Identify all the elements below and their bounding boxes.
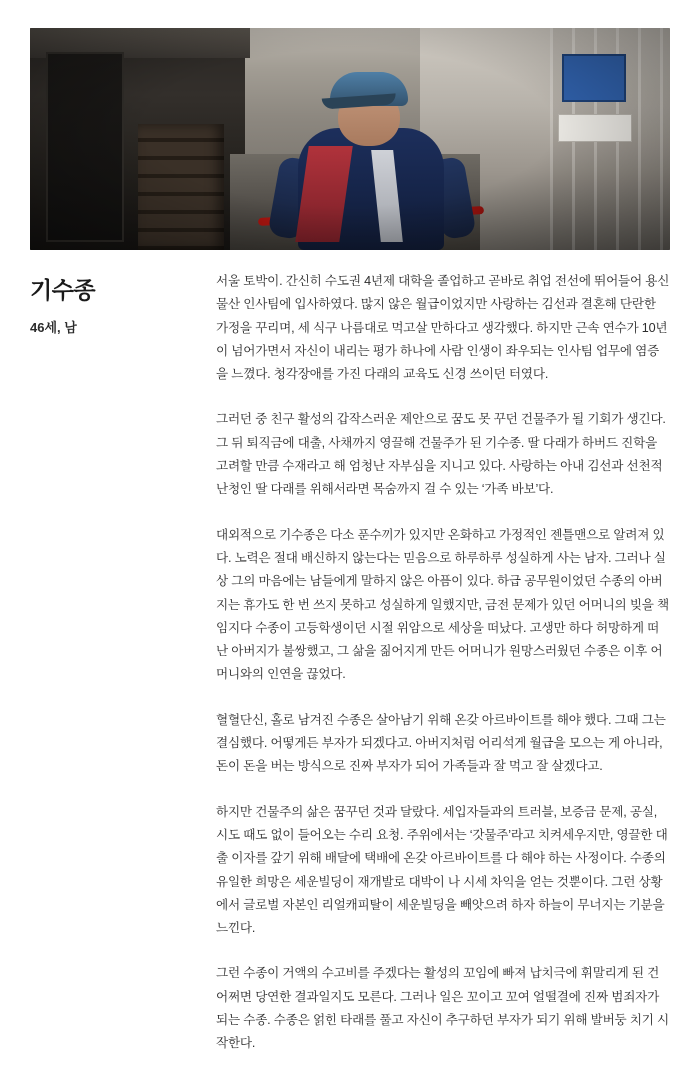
character-meta: 46세, 남: [30, 320, 77, 335]
description-paragraph: 그런 수종이 거액의 수고비를 주겠다는 활성의 꼬임에 빠져 납치극에 휘말리게 된 건 어쩌면 당연한 결과일지도 모른다. 그러나 일은 꼬이고 꼬여 얼떨결에 진짜 범죄자가 되는 수종. 수종은 얽힌 타래를 풀고 자신이 추구하던 부자가 되기 위해 발버둥 치기 시작한다.: [216, 966, 670, 1051]
photo-vignette: [30, 28, 670, 250]
profile-content: [30, 268, 670, 1056]
description-paragraph: 대외적으로 기수종은 다소 푼수끼가 있지만 온화하고 가정적인 젠틀맨으로 알려져 있다. 노력은 절대 배신하지 않는다는 믿음으로 하루하루 성실하게 사는 남자. 그러나 실상 그의 마음에는 남들에게 말하지 않은 아픔이 있다. 하급 공무원이었던 수종의 아버지는 휴가도 한 번 쓰지 못하고 성실하게 일했지만, 금전 문제가 있던 어머니의 빚을 책임지다 수종이 고등학생이던 시절 위암으로 세상을 떠났다. 고생만 하다 허망하게 떠난 아버지가 불쌍했고, 그 삶을 짊어지게 만든 어머니가 원망스러웠던 수종은 이후 어머니와의 인연을 끊었다.: [216, 527, 670, 682]
description-paragraph: 서울 토박이. 간신히 수도권 4년제 대학을 졸업하고 곧바로 취업 전선에 뛰어들어 용신물산 인사팀에 입사하였다. 많지 않은 월급이었지만 사랑하는 김선과 결혼해 단란한 가정을 꾸리며, 세 식구 나름대로 먹고살 만하다고 생각했다. 하지만 근속 연수가 10년이 넘어가면서 자신이 내리는 평가 하나에 사람 인생이 좌우되는 인사팀 업무에 염증을 느꼈다. 청각장애를 가진 다래의 교육도 신경 쓰이던 터였다.: [216, 274, 670, 382]
description-paragraph: 그러던 중 친구 활성의 갑작스러운 제안으로 꿈도 못 꾸던 건물주가 될 기회가 생긴다. 그 뒤 퇴직금에 대출, 사채까지 영끌해 건물주가 된 기수종. 딸 다래가 하버드 진학을 고려할 만큼 수재라고 해 엄청난 자부심을 지니고 있다. 사랑하는 아내 김선과 선천적 난청인 딸 다래를 위해서라면 목숨까지 걸 수 있는 ‘가족 바보’다.: [216, 412, 666, 497]
character-description: [216, 268, 670, 1056]
character-photo: [30, 28, 670, 250]
character-name: 기수종: [30, 277, 96, 303]
character-info-column: [30, 268, 216, 1056]
description-paragraph: 하지만 건물주의 삶은 꿈꾸던 것과 달랐다. 세입자들과의 트러블, 보증금 문제, 공실, 시도 때도 없이 들어오는 수리 요청. 주위에서는 ‘갓물주’라고 치켜세우지만, 영끌한 대출 이자를 갚기 위해 배달에 택배에 온갖 아르바이트를 다 해야 하는 사정이다. 수종의 유일한 희망은 세운빌딩이 재개발로 대박이 나 시세 차익을 얻는 것뿐이다. 그런 상황에서 글로벌 자본인 리얼캐피탈이 세운빌딩을 빼앗으려 하자 하늘이 무너지는 기분을 느낀다.: [216, 804, 668, 936]
description-paragraph: 혈혈단신, 홀로 남겨진 수종은 살아남기 위해 온갖 아르바이트를 해야 했다. 그때 그는 결심했다. 어떻게든 부자가 되겠다고. 아버지처럼 어리석게 월급을 모으는 게 아니라, 돈이 돈을 버는 방식으로 진짜 부자가 되어 가족들과 잘 먹고 잘 살겠다고.: [216, 712, 666, 774]
